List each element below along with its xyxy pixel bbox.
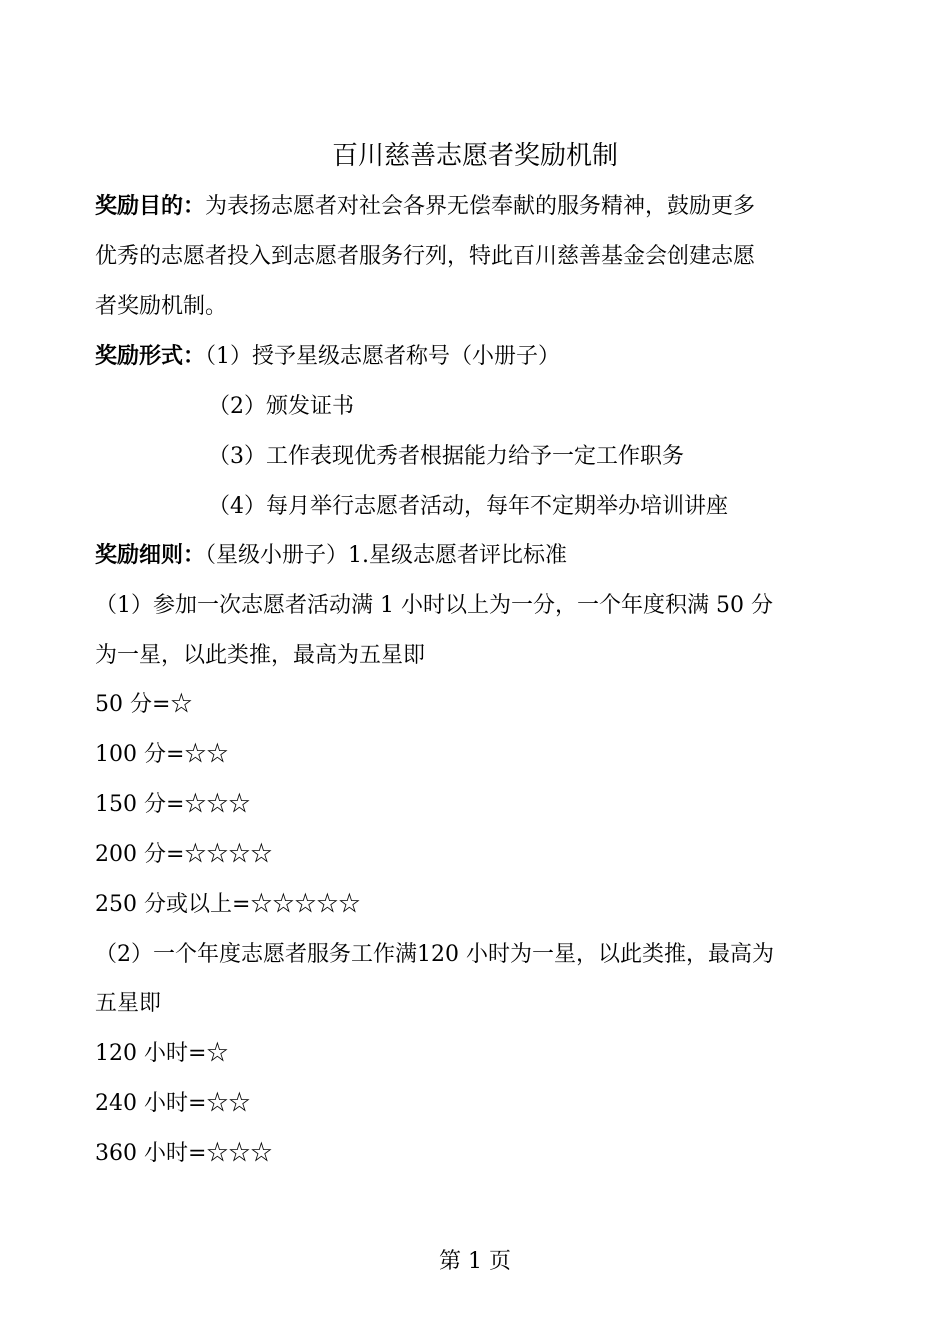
forms-line-1 <box>95 342 560 372</box>
rules-line-1 <box>95 541 567 571</box>
forms-item-1: （1）授予星级志愿者称号（小册子） <box>205 344 561 369</box>
rule1-line-2: 为一星，以此类推，最高为五星即 <box>95 643 426 668</box>
purpose-text-1: 为表扬志愿者对社会各界无偿奉献的服务精神，鼓励更多 <box>205 194 756 219</box>
hours-item: 120 小时=☆ <box>95 1041 229 1066</box>
forms-label: 奖励形式： <box>95 344 206 369</box>
forms-item-4: （4）每月举行志愿者活动，每年不定期举办培训讲座 <box>208 494 728 519</box>
hours-item: 360 小时=☆☆☆ <box>95 1141 273 1166</box>
hours-item: 240 小时=☆☆ <box>95 1091 251 1116</box>
purpose-line-1 <box>95 192 755 222</box>
document-title: 百川慈善志愿者奖励机制 <box>331 141 618 171</box>
rule1-line-1: （1）参加一次志愿者活动满 1 小时以上为一分，一个年度积满 50 分 <box>95 593 773 618</box>
purpose-line-2: 优秀的志愿者投入到志愿者服务行列，特此百川慈善基金会创建志愿 <box>95 244 756 269</box>
rule2-line-1: （2）一个年度志愿者服务工作满120 小时为一星，以此类推，最高为 <box>95 942 774 967</box>
points-item: 50 分=☆ <box>95 692 193 717</box>
purpose-label: 奖励目的： <box>95 194 206 219</box>
page-footer: 第 1 页 <box>439 1249 511 1274</box>
rule2-line-2: 五星即 <box>95 991 162 1016</box>
points-item: 200 分=☆☆☆☆ <box>95 842 273 867</box>
points-item: 150 分=☆☆☆ <box>95 792 251 817</box>
forms-item-3: （3）工作表现优秀者根据能力给予一定工作职务 <box>208 444 684 469</box>
purpose-line-3: 者奖励机制。 <box>95 294 228 319</box>
rules-heading: （星级小册子）1.星级志愿者评比标准 <box>205 543 568 568</box>
points-item: 250 分或以上=☆☆☆☆☆ <box>95 892 361 917</box>
points-item: 100 分=☆☆ <box>95 742 229 767</box>
forms-item-2: （2）颁发证书 <box>208 394 354 419</box>
rules-label: 奖励细则： <box>95 543 206 568</box>
